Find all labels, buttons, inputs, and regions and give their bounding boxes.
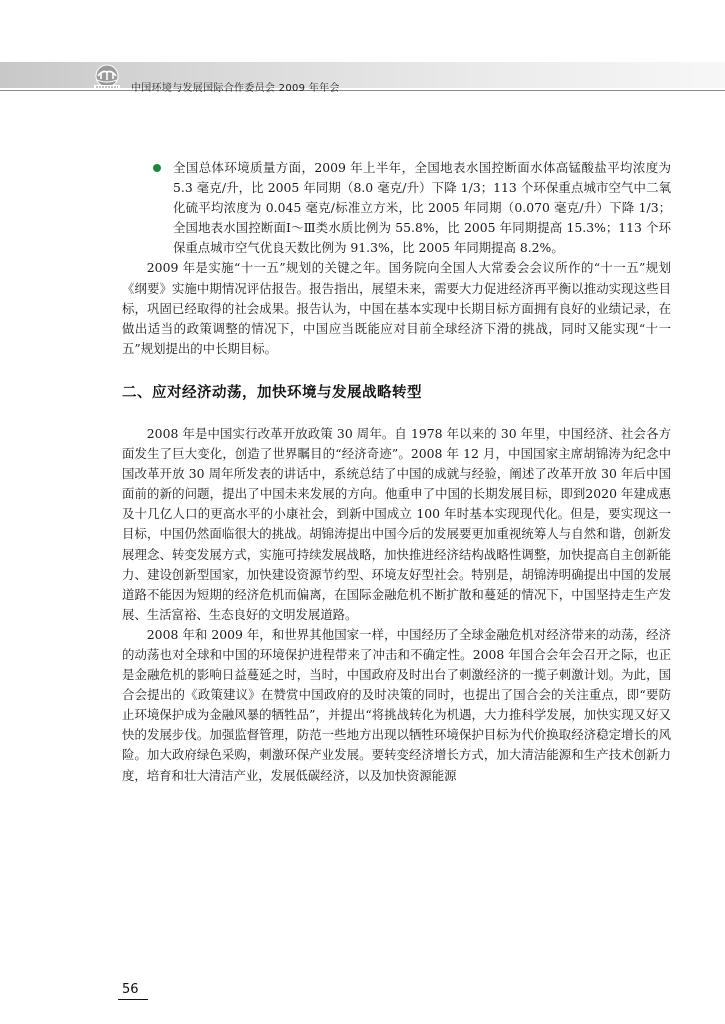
page-number-underline bbox=[118, 999, 148, 1000]
bullet-dot-icon bbox=[153, 164, 161, 172]
bullet-text: 全国总体环境质量方面，2009 年上半年，全国地表水国控断面水体高锰酸盐平均浓度为 5.3 毫克/升，比 2005 年同期（8.0 毫克/升）下降 1/3；113 个环保重点城市空气中二氧化硫平均浓度为 0.045 毫克/标准立方米，比 2005 年同期（0.070 毫克/升）下降 1/3；全国地表水国控断面Ⅰ～Ⅲ类水质比例为 55.8%，比 2005 年同期提高 15.3%；113 个环保重点城市空气优良天数比例为 91.3%，比 2005 年同期提高 8.2%。 bbox=[173, 160, 671, 256]
page-content bbox=[122, 158, 671, 786]
header-title: 中国环境与发展国际合作委员会 2009 年年会 bbox=[131, 83, 340, 94]
paragraph-financial-crisis: 2008 年和 2009 年，和世界其他国家一样，中国经历了全球金融危机对经济带来的动荡，经济的动荡也对全球和中国的环境保护进程带来了冲击和不确定性。2008 年国合会年会召开之际，也正是金融危机的影响日益蔓延之时，当时，中国政府及时出台了刺激经济的一揽子刺激计划。为此，国合会提出的《政策建议》在赞赏中国政府的及时决策的同时，也提出了国合会的关注重点，即“要防止环境保护成为金融风暴的牺牲品”，并提出“将挑战转化为机遇，大力推科学发展，加快实现又好又快的发展步伐。加强监督管理，防范一些地方出现以牺牲环境保护目标为代价换取经济稳定增长的风险。加大政府绿色采购，刺激环保产业发展。要转变经济增长方式，加大清洁能源和生产技术创新力度，培育和壮大清洁产业，发展低碳经济，以及加快资源能源 bbox=[122, 626, 671, 783]
section-heading: 二、应对经济动荡，加快环境与发展战略转型 bbox=[122, 384, 422, 401]
cciced-logo-icon bbox=[89, 64, 125, 90]
paragraph-eleventh-five-year-plan: 2009 年是实施“十一五”规划的关键之年。国务院向全国人大常委会会议所作的“十一五”规划《纲要》实施中期情况评估报告。报告指出，展望未来，需要大力促进经济再平衡以推动实现这些目标，巩固已经取得的社会成果。报告认为，中国在基本实现中长期目标方面拥有良好的业绩记录，在做出适当的政策调整的情况下，中国应当既能应对目前全球经济下滑的挑战，同时又能实现“十一五”规划提出的中长期目标。 bbox=[122, 260, 671, 356]
bullet-item bbox=[122, 158, 671, 258]
paragraph-reform-30-years: 2008 年是中国实行改革开放政策 30 周年。自 1978 年以来的 30 年里，中国经济、社会各方面发生了巨大变化，创造了世界瞩目的“经济奇迹”。2008 年 12 月，中国国家主席胡锦涛为纪念中国改革开放 30 周年所发表的讲话中，系统总结了中国的成就与经验，阐述了改革开放 30 年后中国面前的新的问题，提出了中国未来发展的方向。他重申了中国的长期发展目标，即到2020 年建成惠及十几亿人口的更高水平的小康社会，到新中国成立 100 年时基本实现现代化。但是，要实现这一目标，中国仍然面临很大的挑战。胡锦涛提出中国今后的发展要更加重视统筹人与自然和谐，创新发展理念、转变发展方式，实施可持续发展战略，加快推进经济结构战略性调整，加快提高自主创新能力、建设创新型国家，加快建设资源节约型、环境友好型社会。特别是，胡锦涛明确提出中国的发展道路不能因为短期的经济危机而偏离，在国际金融危机不断扩散和蔓延的情况下，中国坚持走生产发展、生活富裕、生态良好的文明发展道路。 bbox=[122, 425, 671, 622]
header-divider bbox=[0, 90, 725, 91]
page-number: 56 bbox=[122, 982, 139, 997]
